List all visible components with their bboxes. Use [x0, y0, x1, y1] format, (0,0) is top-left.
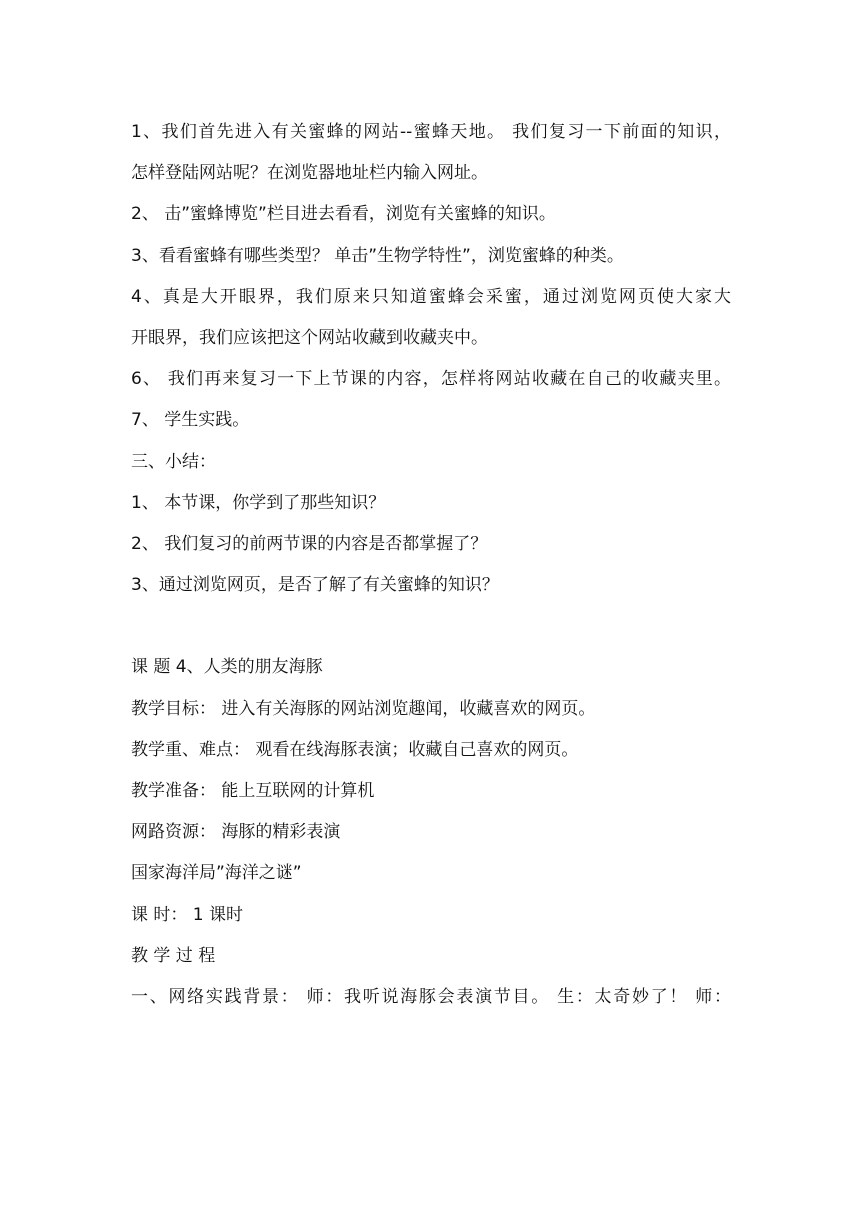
- text-line-8: 7、 学生实践。: [131, 410, 250, 431]
- teaching-preparation: 教学准备： 能上互联网的计算机: [131, 781, 375, 802]
- class-hours: 课 时： 1 课时: [131, 904, 244, 925]
- resource-ocean-bureau: 国家海洋局”海洋之谜”: [131, 863, 302, 884]
- section-heading-summary: 三、小结：: [131, 451, 216, 472]
- text-line-7: 6、 我们再来复习一下上节课的内容，怎样将网站收藏在自己的收藏夹里。: [131, 369, 731, 390]
- document-body: [131, 112, 731, 1018]
- teaching-process-heading: 教 学 过 程: [131, 945, 216, 966]
- text-line-4: 3、看看蜜蜂有哪些类型？ 单击”生物学特性”，浏览蜜蜂的种类。: [131, 245, 624, 266]
- text-line-6: 开眼界，我们应该把这个网站收藏到收藏夹中。: [131, 328, 488, 349]
- text-line-1: 1、我们首先进入有关蜜蜂的网站--蜜蜂天地。 我们复习一下前面的知识，: [131, 122, 731, 142]
- teaching-key-points: 教学重、难点： 观看在线海豚表演；收藏自己喜欢的网页。: [131, 739, 579, 760]
- text-line-12: 3、通过浏览网页，是否了解了有关蜜蜂的知识？: [131, 575, 499, 596]
- text-line-network-background: 一、网络实践背景： 师：我听说海豚会表演节目。 生：太奇妙了！ 师：: [131, 987, 731, 1008]
- text-line-3: 2、 击”蜜蜂博览”栏目进去看看，浏览有关蜜蜂的知识。: [131, 204, 556, 225]
- text-line-5: 4、真是大开眼界，我们原来只知道蜜蜂会采蜜，通过浏览网页使大家大: [131, 286, 731, 307]
- lesson-title: 课 题 4、人类的朋友海豚: [131, 657, 323, 678]
- paragraph-gap: [131, 606, 731, 647]
- text-line-2: 怎样登陆网站呢？在浏览器地址栏内输入网址。: [131, 163, 488, 184]
- teaching-goal: 教学目标： 进入有关海豚的网站浏览趣闻，收藏喜欢的网页。: [131, 698, 596, 719]
- text-line-11: 2、 我们复习的前两节课的内容是否都掌握了？: [131, 534, 488, 555]
- text-line-10: 1、 本节课，你学到了那些知识？: [131, 492, 386, 513]
- network-resources: 网路资源： 海豚的精彩表演: [131, 822, 341, 843]
